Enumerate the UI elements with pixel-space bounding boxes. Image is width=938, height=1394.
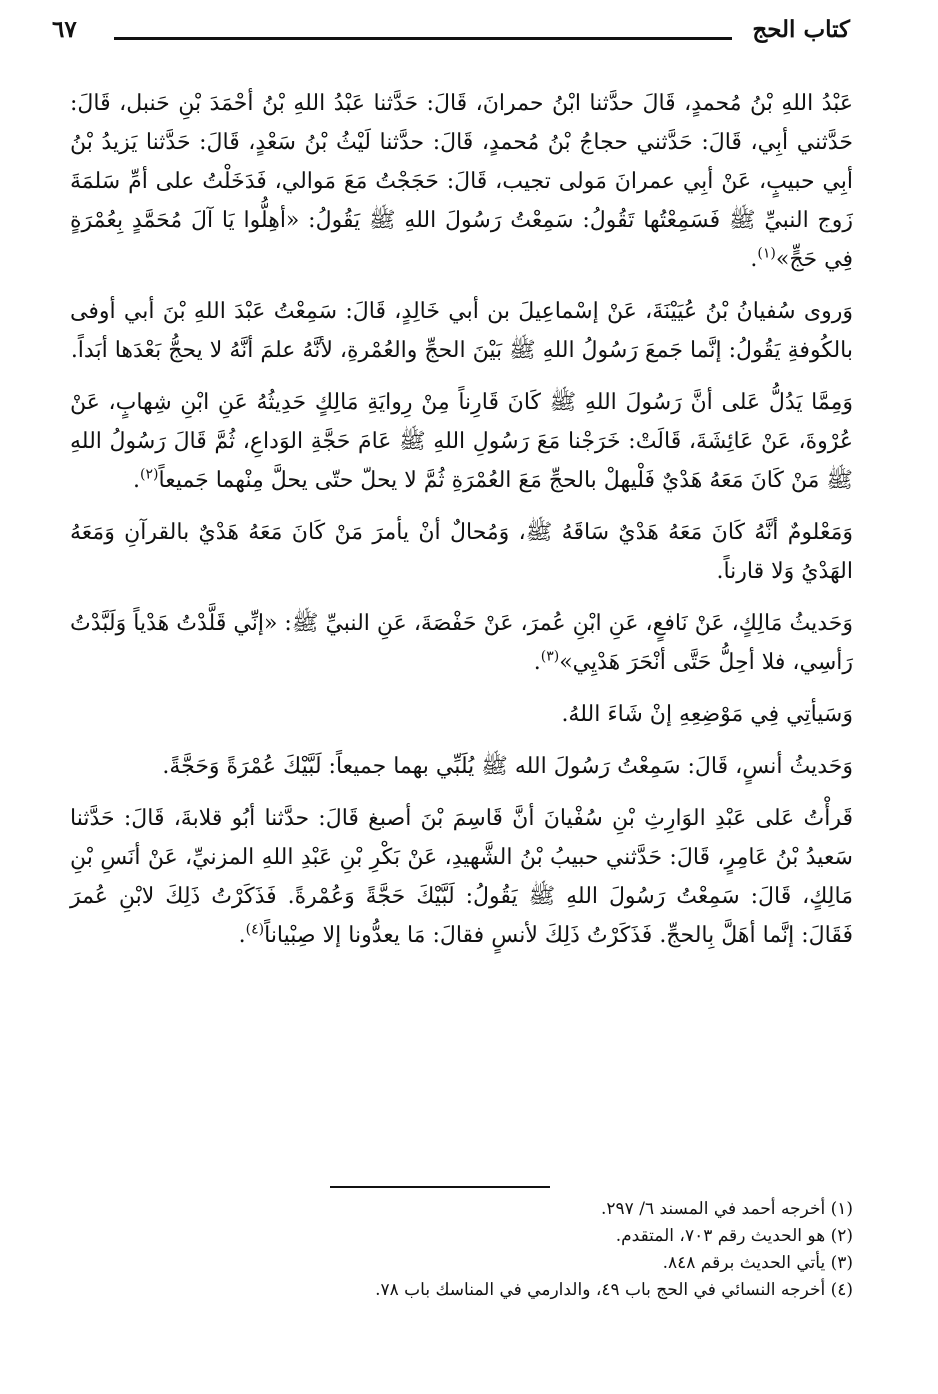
paragraph-end: . [133,468,141,493]
paragraph-2 [70,292,853,370]
header-rule [114,37,732,40]
paragraph-end: . [750,247,758,272]
footnote-1: (١) أخرجه أحمد في المسند ٦/ ٢٩٧. [601,1199,853,1219]
paragraph-3 [70,383,853,500]
paragraph-1 [70,84,853,279]
paragraph-end: . [238,923,246,948]
paragraph-end: . [533,650,541,675]
footnote-separator [330,1186,550,1188]
paragraph-text: وَحَديثُ مَالِكٍ، عَنْ نَافعٍ، عَنِ ابْنِ عُمرَ، عَنْ حَفْصَةَ، عَنِ النبيِّ ﷺ: «إنِّي قَلَّدْتُ هَدْياً وَلَبَّدْتُ رَأسِي، فلا أحِلُّ حَتَّى أنْحَرَ هَدْيِي» [70,611,853,675]
paragraph-text: عَبْدُ اللهِ بْنُ مُحمدٍ، قَالَ حدَّثنا ابْنُ حمرانَ، قَالَ: حَدَّثنا عَبْدُ اللهِ بْنُ أحْمَدَ بْنِ حَنبل، قَالَ: حَدَّثني أبِي، قَالَ: حَدَّثني حجاجُ بْنُ مُحمدٍ، قَالَ: حدَّثنا لَيْثُ بْنُ سَعْدٍ، قَالَ: حَدَّثنا يَزيدُ بْنُ أبِي حبيبٍ، عَنْ أبِي عمرانَ مَولى تجيب، قَالَ: حَجَجْتُ مَعَ مَوالي، فَدَخَلْتُ على أمِّ سَلمَةَ زَوج النبيِّ ﷺ فَسَمِعْتُها تَقُولُ: سَمِعْتُ رَسُولَ اللهِ ﷺ يَقُولُ: «أهِلُّوا يَا آلَ مُحَمَّدٍ بِعُمْرَةٍ فِي حَجٍّ» [70,91,853,272]
main-text [70,84,853,968]
paragraph-5 [70,604,853,682]
footnote-2: (٢) هو الحديث رقم ٧٠٣، المتقدم. [615,1226,853,1246]
paragraph-text: قَرأْتُ عَلى عَبْدِ الوَارِثِ بْنِ سُفْيانَ أنَّ قَاسِمَ بْنَ أصبغ قَالَ: حدَّثنا أبُو قلابةَ، قَالَ: حَدَّثنا سَعيدُ بْنُ عَامِرٍ، قَالَ: حَدَّثني حبيبُ بْنُ الشَّهيدِ، عَنْ بَكْرِ بْنِ عَبْدِ اللهِ المزنيِّ، عَنْ أنَسِ بْنِ مَالِكٍ، قَالَ: سَمِعْتُ رَسُولَ اللهِ ﷺ يَقُولُ: لَبَّيْكَ حَجَّةً وَعُمْرةً. فَذَكَرْتُ ذَلِكَ لابْنِ عُمرَ فَقَالَ: إنَّما أهَلَّ بِالحجِّ. فَذَكَرْتُ ذَلِكَ لأنسٍ فقالَ: مَا يعدُّونا إلا صِبْياناً [70,806,853,948]
footnote-reference: (٢) [140,466,159,483]
footnote-reference: (٣) [540,648,560,665]
paragraph-7 [70,747,853,786]
paragraph-text: وَمِمَّا يَدُلُّ عَلى أنَّ رَسُولَ اللهِ ﷺ كَانَ قَارِناً مِنْ رِوايَةِ مَالِكٍ حَدِيثُهُ عَنِ ابْنِ شِهابٍ، عَنْ عُرْوةَ، عَنْ عَائِشَةَ، قَالَتْ: خَرَجْنا مَعَ رَسُولِ اللهِ ﷺ عَامَ حَجَّةِ الوَداعِ، ثُمَّ قَالَ رَسُولُ اللهِ ﷺ مَنْ كَانَ مَعَهُ هَدْيٌ فَلْيهلْ بالحجِّ مَعَ العُمْرَةِ ثُمَّ لا يحلّ حتّى يحلَّ مِنْهما جَميعاً [70,390,853,493]
paragraph-6 [70,695,853,734]
paragraph-4 [70,513,853,591]
footnotes [70,1196,853,1304]
paragraph-8 [70,799,853,955]
book-title: كتاب الحج [752,16,850,43]
paragraph-text: وَمَعْلومٌ أنَّهُ كَانَ مَعَهُ هَدْيٌ سَاقَهُ ﷺ، وَمُحالٌ أنْ يأمرَ مَنْ كَانَ مَعَهُ هَدْيٌ بالقرآنِ وَمَعَهُ الهَدْيُ وَلا قارناً. [70,520,853,584]
paragraph-text: وَسَيأتِي فِي مَوْضِعِهِ إنْ شَاءَ اللهُ. [561,702,853,727]
paragraph-text: وَروى سُفيانُ بْنُ عُيَيْنَةَ، عَنْ إسْماعِيلَ بن أبي خَالِدٍ، قَالَ: سَمِعْتُ عَبْدَ اللهِ بْنَ أبي أوفى بالكُوفةِ يَقُولُ: إنَّما جَمعَ رَسُولُ اللهِ ﷺ بَيْنَ الحجِّ والعُمْرةِ، لأنَّهُ علمَ أنَّهُ لا يحجُّ بَعْدَها أبَداً. [70,299,853,363]
running-header [52,14,850,54]
footnote-reference: (٤) [245,921,265,938]
paragraph-text: وَحَديثُ أنسٍ، قَالَ: سَمِعْتُ رَسُولَ الله ﷺ يُلَبِّي بهما جميعاً: لَبَّيْكَ عُمْرَةً وَحَجَّةً. [162,754,853,779]
page-number: ٦٧ [52,16,77,43]
footnote-reference: (١) [757,245,776,262]
footnote-4: (٤) أخرجه النسائي في الحج باب ٤٩، والدارمي في المناسك باب ٧٨. [375,1280,853,1300]
footnote-3: (٣) يأتي الحديث برقم ٨٤٨. [662,1253,853,1273]
